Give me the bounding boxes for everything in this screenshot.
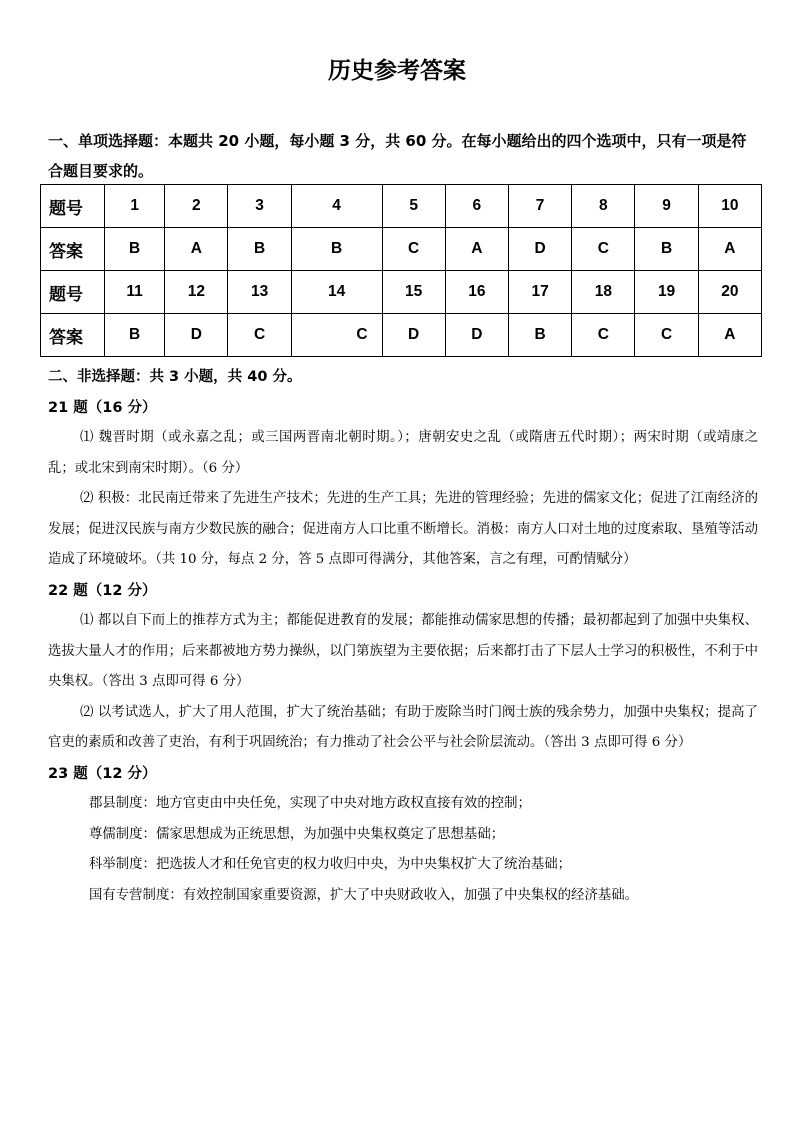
question-number: 5 — [382, 185, 445, 228]
row-label: 答案 — [41, 314, 105, 357]
q21-answer-1: ⑴ 魏晋时期（或永嘉之乱；或三国两晋南北朝时期。）；唐朝安史之乱（或隋唐五代时期）；两宋时期（或靖康之乱；或北宋到南宋时期）。（6 分） — [48, 430, 758, 476]
answer-cell: C — [228, 314, 291, 357]
page-title: 历史参考答案 — [328, 58, 466, 84]
answer-cell: C — [572, 314, 635, 357]
table-row — [41, 314, 762, 357]
question-number: 15 — [382, 271, 445, 314]
question-number: 4 — [291, 185, 382, 228]
answer-cell: B — [508, 314, 571, 357]
answer-cell: C — [572, 228, 635, 271]
question-number: 3 — [228, 185, 291, 228]
answer-cell: A — [698, 228, 761, 271]
row-label: 答案 — [41, 228, 105, 271]
row-label: 题号 — [41, 271, 105, 314]
answer-cell: B — [105, 314, 165, 357]
q23-line: 郡县制度：地方官吏由中央任免，实现了中央对地方政权直接有效的控制； — [89, 796, 531, 811]
answer-cell: B — [291, 228, 382, 271]
question-number: 19 — [635, 271, 698, 314]
question-number: 8 — [572, 185, 635, 228]
q21-title: 21 题（16 分） — [48, 399, 157, 416]
answer-cell: C — [382, 228, 445, 271]
question-number: 13 — [228, 271, 291, 314]
q22-answer-1: ⑴ 都以自下而上的推荐方式为主；都能促进教育的发展；都能推动儒家思想的传播；最初都起到了加强中央集权、选拔大量人才的作用；后来都被地方势力操纵，以门第族望为主要依据；后来都打击了下层人士学习的积极性，不利于中央集权。（答出 3 点即可得 6 分） — [48, 613, 758, 689]
q23-title: 23 题（12 分） — [48, 765, 157, 782]
answer-cell: D — [165, 314, 228, 357]
q23-line: 国有专营制度：有效控制国家重要资源，扩大了中央财政收入，加强了中央集权的经济基础。 — [89, 887, 639, 903]
q21-answer-2: ⑵ 积极：北民南迁带来了先进生产技术；先进的生产工具；先进的管理经验；先进的儒家文化；促进了江南经济的发展；促进汉民族与南方少数民族的融合；促进南方人口比重不断增长。消极：南方人口对土地的过度索取、垦殖等活动造成了环境破坏。（共 10 分，每点 2 分，答 5 点即可得满分，其他答案，言之有理，可酌情赋分） — [48, 491, 758, 567]
question-number: 17 — [508, 271, 571, 314]
table-row — [41, 228, 762, 271]
answer-cell: A — [165, 228, 228, 271]
answer-cell: B — [635, 228, 698, 271]
q23-line: 科举制度：把选拔人才和任免官吏的权力收归中央，为中央集权扩大了统治基础； — [89, 857, 572, 872]
table-row — [41, 185, 762, 228]
section1-heading: 一、单项选择题：本题共 20 小题，每小题 3 分，共 60 分。在每小题给出的四个选项中，只有一项是符合题目要求的。 — [48, 132, 747, 180]
question-number: 9 — [635, 185, 698, 228]
question-number: 12 — [165, 271, 228, 314]
row-label: 题号 — [41, 185, 105, 228]
answer-table — [40, 184, 762, 357]
question-number: 6 — [445, 185, 508, 228]
question-number: 16 — [445, 271, 508, 314]
question-number: 1 — [105, 185, 165, 228]
answer-cell: B — [228, 228, 291, 271]
q23-line: 尊儒制度：儒家思想成为正统思想，为加强中央集权奠定了思想基础； — [89, 826, 505, 842]
question-number: 7 — [508, 185, 571, 228]
question-number: 14 — [291, 271, 382, 314]
answer-cell: A — [445, 228, 508, 271]
answer-cell: C — [291, 314, 382, 357]
question-number: 18 — [572, 271, 635, 314]
answer-cell: B — [105, 228, 165, 271]
q22-answer-2: ⑵ 以考试选人，扩大了用人范围，扩大了统治基础；有助于废除当时门阀士族的残余势力，加强中央集权；提高了官吏的素质和改善了吏治，有利于巩固统治；有力推动了社会公平与社会阶层流动。（答出 3 点即可得 6 分） — [48, 704, 758, 750]
table-row — [41, 271, 762, 314]
question-number: 10 — [698, 185, 761, 228]
answer-cell: A — [698, 314, 761, 357]
answer-cell: C — [635, 314, 698, 357]
answer-cell: D — [445, 314, 508, 357]
answer-cell: D — [508, 228, 571, 271]
question-number: 11 — [105, 271, 165, 314]
question-number: 20 — [698, 271, 761, 314]
section2-heading: 二、非选择题：共 3 小题，共 40 分。 — [48, 369, 302, 385]
question-number: 2 — [165, 185, 228, 228]
q22-title: 22 题（12 分） — [48, 582, 157, 599]
section2 — [48, 362, 758, 911]
answer-cell: D — [382, 314, 445, 357]
